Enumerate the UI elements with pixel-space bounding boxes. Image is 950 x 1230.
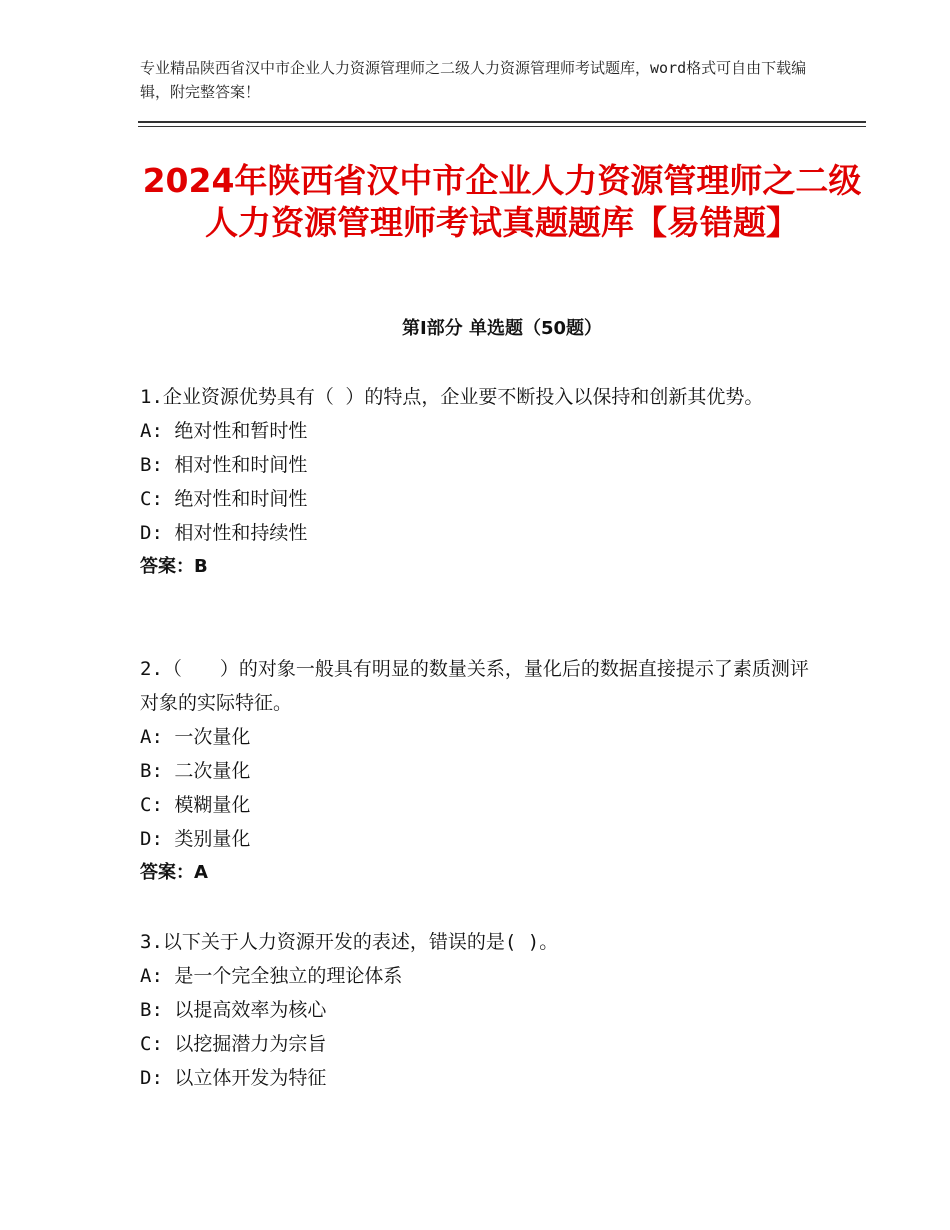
- question-3: [140, 925, 820, 1095]
- document-title: 2024年陕西省汉中市企业人力资源管理师之二级人力资源管理师考试真题题库【易错题】: [142, 161, 862, 242]
- question-1: [140, 380, 820, 584]
- option-d: D: 以立体开发为特征: [140, 1067, 327, 1089]
- option-b: B: 相对性和时间性: [140, 454, 308, 476]
- header-note: 专业精品陕西省汉中市企业人力资源管理师之二级人力资源管理师考试题库，word格式可自由下载编辑，附完整答案！: [140, 59, 807, 101]
- option-d: D: 类别量化: [140, 828, 251, 850]
- question-answer: 答案：B: [140, 556, 208, 577]
- option-b: B: 以提高效率为核心: [140, 999, 327, 1021]
- option-a: A: 一次量化: [140, 726, 251, 748]
- option-a: A: 是一个完全独立的理论体系: [140, 965, 403, 987]
- option-b: B: 二次量化: [140, 760, 251, 782]
- header-divider-thin: [138, 126, 866, 127]
- option-c: C: 模糊量化: [140, 794, 251, 816]
- option-c: C: 绝对性和时间性: [140, 488, 308, 510]
- question-2: [140, 652, 820, 890]
- header-divider-thick: [138, 121, 866, 123]
- option-c: C: 以挖掘潜力为宗旨: [140, 1033, 327, 1055]
- question-stem: 3.以下关于人力资源开发的表述，错误的是( )。: [140, 931, 559, 953]
- question-stem: 2.（ ）的对象一般具有明显的数量关系，量化后的数据直接提示了素质测评对象的实际特征。: [140, 658, 809, 714]
- section-title: 第Ⅰ部分 单选题（50题）: [401, 318, 602, 339]
- question-answer: 答案：A: [140, 862, 208, 883]
- question-stem: 1.企业资源优势具有（ ）的特点，企业要不断投入以保持和创新其优势。: [140, 386, 764, 408]
- option-a: A: 绝对性和暂时性: [140, 420, 308, 442]
- option-d: D: 相对性和持续性: [140, 522, 308, 544]
